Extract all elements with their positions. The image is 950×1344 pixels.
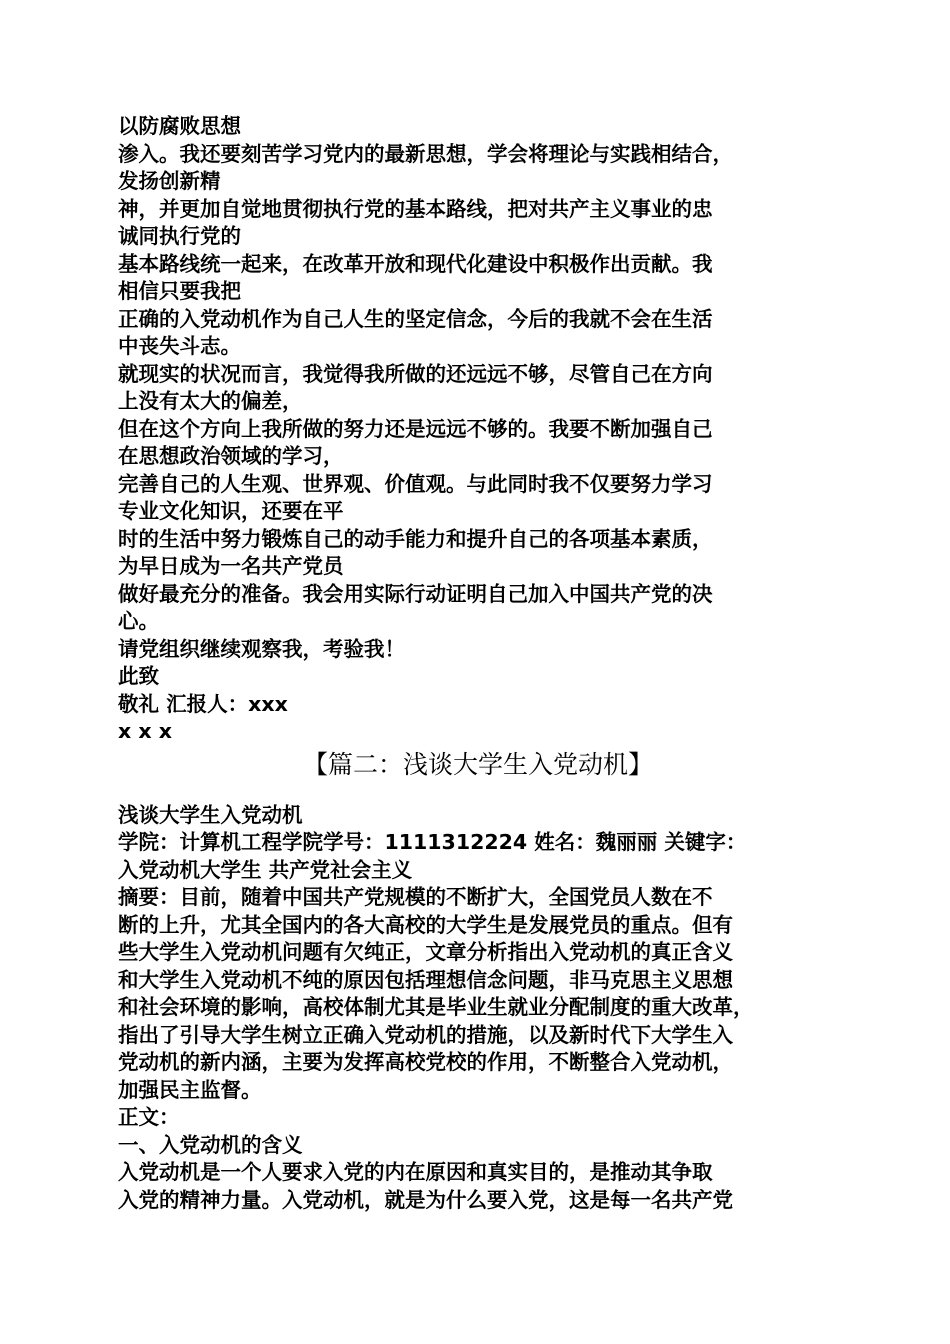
report-text bbox=[118, 113, 838, 746]
section-title: 【篇二：浅谈大学生入党动机】 bbox=[302, 749, 653, 779]
text-line: x x x bbox=[118, 719, 172, 743]
text-line: 相信只要我把 bbox=[118, 279, 241, 303]
text-line: 完善自己的人生观、世界观、价值观。与此同时我不仅要努力学习 bbox=[118, 471, 713, 496]
text-line: 诚同执行党的 bbox=[118, 224, 241, 248]
text-line: 请党组织继续观察我，考验我！ bbox=[118, 636, 405, 661]
text-line: 在思想政治领域的学习， bbox=[118, 444, 344, 468]
text-line: 党动机的新内涵，主要为发挥高校党校的作用，不断整合入党动机， bbox=[118, 1050, 733, 1074]
document-body bbox=[118, 113, 838, 1214]
text-line: 正确的入党动机作为自己人生的坚定信念，今后的我就不会在生活 bbox=[118, 306, 713, 331]
text-line: 入党动机大学生 共产党社会主义 bbox=[118, 857, 413, 882]
text-line: 和大学生入党动机不纯的原因包括理想信念问题，非马克思主义思想 bbox=[118, 967, 733, 992]
text-line: 中丧失斗志。 bbox=[118, 334, 241, 358]
text-line: 为早日成为一名共产党员 bbox=[118, 554, 344, 578]
text-line: 和社会环境的影响，高校体制尤其是毕业生就业分配制度的重大改革， bbox=[118, 995, 754, 1019]
text-line: 学院：计算机工程学院学号：1111312224 姓名：魏丽丽 关键字： bbox=[118, 830, 747, 854]
text-line: 此致 bbox=[118, 664, 159, 688]
text-line: 上没有太大的偏差， bbox=[118, 389, 303, 413]
text-line: 指出了引导大学生树立正确入党动机的措施，以及新时代下大学生入 bbox=[118, 1022, 733, 1047]
text-line: 但在这个方向上我所做的努力还是远远不够的。我要不断加强自己 bbox=[118, 416, 713, 441]
text-line: 加强民主监督。 bbox=[118, 1077, 262, 1102]
text-line: 发扬创新精 bbox=[118, 169, 221, 193]
text-line: 神，并更加自觉地贯彻执行党的基本路线，把对共产主义事业的忠 bbox=[118, 196, 713, 221]
text-line: 做好最充分的准备。我会用实际行动证明自己加入中国共产党的决 bbox=[118, 581, 713, 606]
text-line: 断的上升，尤其全国内的各大高校的大学生是发展党员的重点。但有 bbox=[118, 912, 733, 937]
text-line: 渗入。我还要刻苦学习党内的最新思想，学会将理论与实践相结合， bbox=[118, 141, 733, 166]
text-line: 就现实的状况而言，我觉得我所做的还远远不够，尽管自己在方向 bbox=[118, 361, 713, 386]
text-line: 摘要：目前，随着中国共产党规模的不断扩大，全国党员人数在不 bbox=[118, 885, 713, 909]
text-line: 一、入党动机的含义 bbox=[118, 1132, 303, 1157]
essay-text bbox=[118, 802, 838, 1215]
text-line: 基本路线统一起来，在改革开放和现代化建设中积极作出贡献。我 bbox=[118, 251, 713, 276]
text-line: 些大学生入党动机问题有欠纯正，文章分析指出入党动机的真正含义 bbox=[118, 940, 733, 964]
text-line: 敬礼 汇报人：xxx bbox=[118, 691, 288, 716]
text-line: 以防腐败思想 bbox=[118, 114, 241, 138]
text-line: 专业文化知识，还要在平 bbox=[118, 499, 344, 523]
text-line: 心。 bbox=[118, 609, 159, 633]
text-line: 正文： bbox=[118, 1105, 180, 1129]
text-line: 入党动机是一个人要求入党的内在原因和真实目的，是推动其争取 bbox=[118, 1160, 713, 1184]
text-line: 浅谈大学生入党动机 bbox=[118, 802, 303, 827]
text-line: 时的生活中努力锻炼自己的动手能力和提升自己的各项基本素质， bbox=[118, 526, 713, 551]
text-line: 入党的精神力量。入党动机，就是为什么要入党，这是每一名共产党 bbox=[118, 1187, 733, 1212]
